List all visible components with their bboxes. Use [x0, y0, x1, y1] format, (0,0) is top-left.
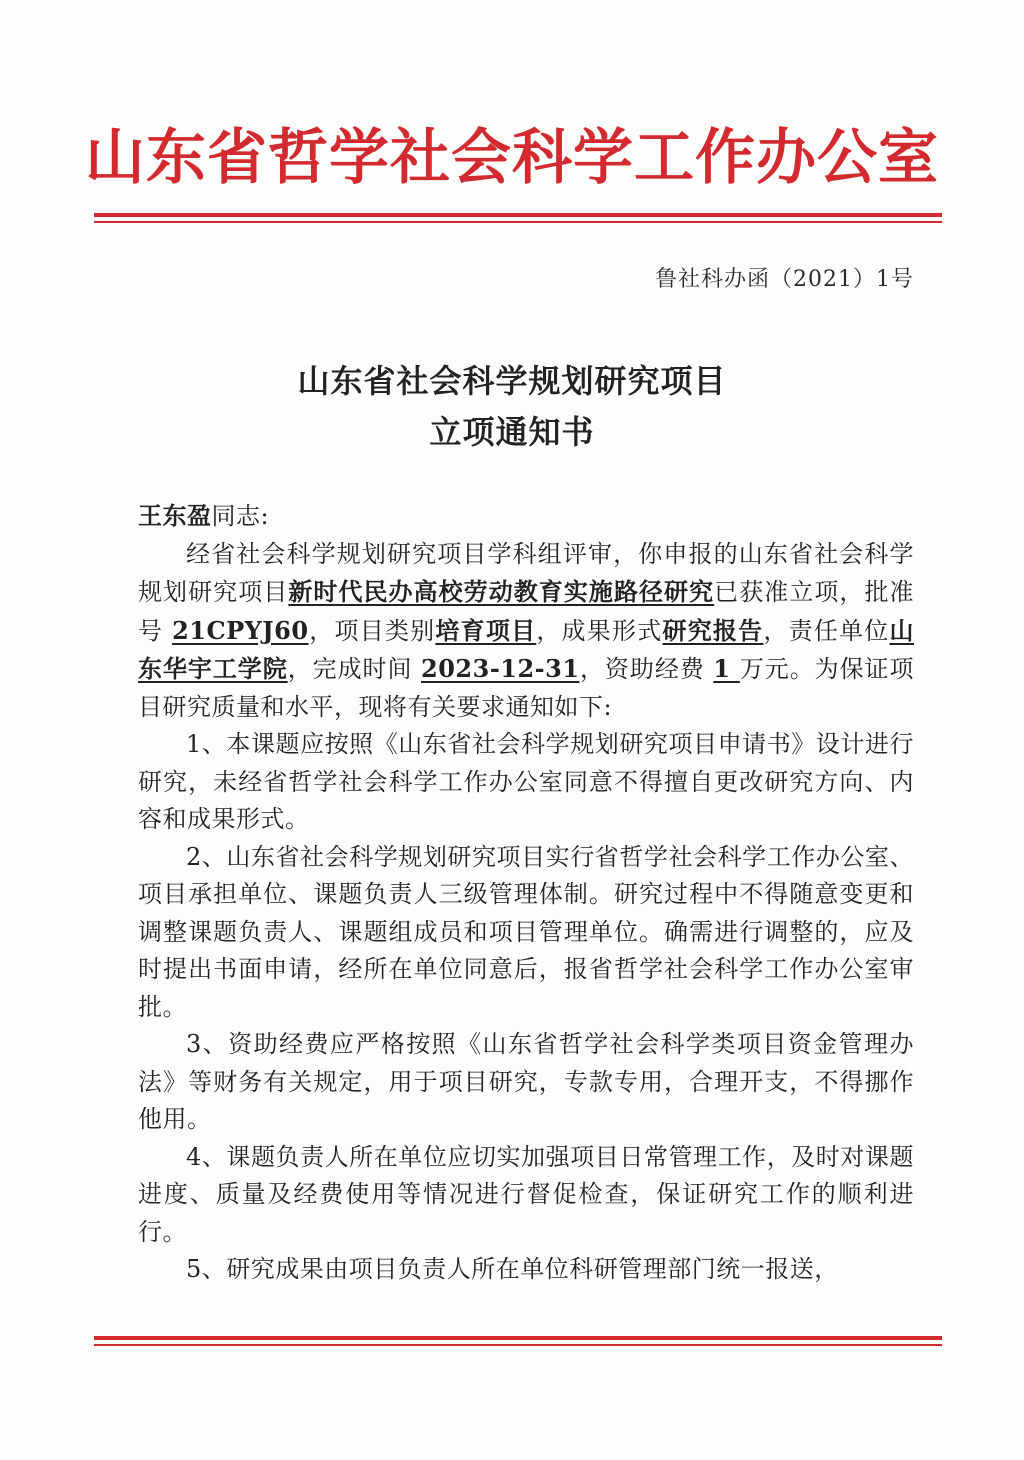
responsible-unit: 山东华宇工学院: [138, 615, 915, 683]
document-title-line1: 山东省社会科学规划研究项目: [297, 362, 727, 400]
footer-rule-thick: [94, 1336, 942, 1340]
intro-text: 万元。为保证项目研究质量和水平，现将有关要求通知如下:: [138, 655, 914, 721]
salutation: [138, 497, 914, 536]
intro-text: ，完成时间: [287, 655, 422, 683]
salutation-suffix: 同志:: [211, 502, 270, 530]
intro-text: ，项目类别: [308, 616, 436, 645]
intro-text: ，成果形式: [536, 616, 663, 645]
intro-text: 已获准立项，批准号: [138, 578, 915, 645]
result-form: 研究报告: [662, 615, 764, 645]
intro-text: ，责任单位: [763, 616, 890, 645]
requirement-item: 1、本课题应按照《山东省社会科学规划研究项目申请书》设计进行研究，未经省哲学社会科学工作办公室同意不得擅自更改研究方向、内容和成果形式。: [138, 730, 914, 833]
requirement-item: 3、资助经费应严格按照《山东省哲学社会科学类项目资金管理办法》等财务有关规定，用于项目研究，专款专用，合理开支，不得挪作他用。: [138, 1030, 914, 1133]
approval-number: 21CPYJ60: [172, 615, 309, 645]
document-number: 鲁社科办函（2021）1号: [655, 267, 914, 292]
intro-text: 经省社会科学规划研究项目学科组评审，你申报的山东省社会科学规划研究项目: [138, 539, 914, 606]
document-title-line2: 立项通知书: [429, 413, 595, 451]
footer-rule-thin: [94, 1344, 942, 1346]
recipient-name: 王东盈: [138, 501, 212, 530]
intro-text: ，资助经费: [579, 655, 714, 683]
requirement-item: 2、山东省社会科学规划研究项目实行省哲学社会科学工作办公室、项目承担单位、课题负责人三级管理体制。研究过程中不得随意变更和调整课题负责人、课题组成员和项目管理单位。确需进行调整的，应及时提出书面申请，经所在单位同意后，报省哲学社会科学工作办公室审批。: [138, 842, 914, 1021]
intro-paragraph: [138, 536, 914, 727]
project-title: 新时代民办高校劳动教育实施路径研究: [288, 577, 715, 606]
requirement-item: 4、课题负责人所在单位应切实加强项目日常管理工作，及时对课题进度、质量及经费使用等情况进行督促检查，保证研究工作的顺利进行。: [138, 1142, 914, 1246]
requirement-item: 5、研究成果由项目负责人所在单位科研管理部门统一报送，: [186, 1255, 839, 1283]
document-body: [138, 497, 914, 1289]
funding-amount: 1: [713, 654, 740, 683]
letterhead-rule-thin: [94, 221, 942, 223]
letterhead-office-name: 山东省哲学社会科学工作办公室: [85, 123, 939, 193]
project-category: 培育项目: [435, 615, 537, 645]
completion-date: 2023-12-31: [421, 654, 580, 683]
letterhead-rule-thick: [94, 213, 942, 217]
